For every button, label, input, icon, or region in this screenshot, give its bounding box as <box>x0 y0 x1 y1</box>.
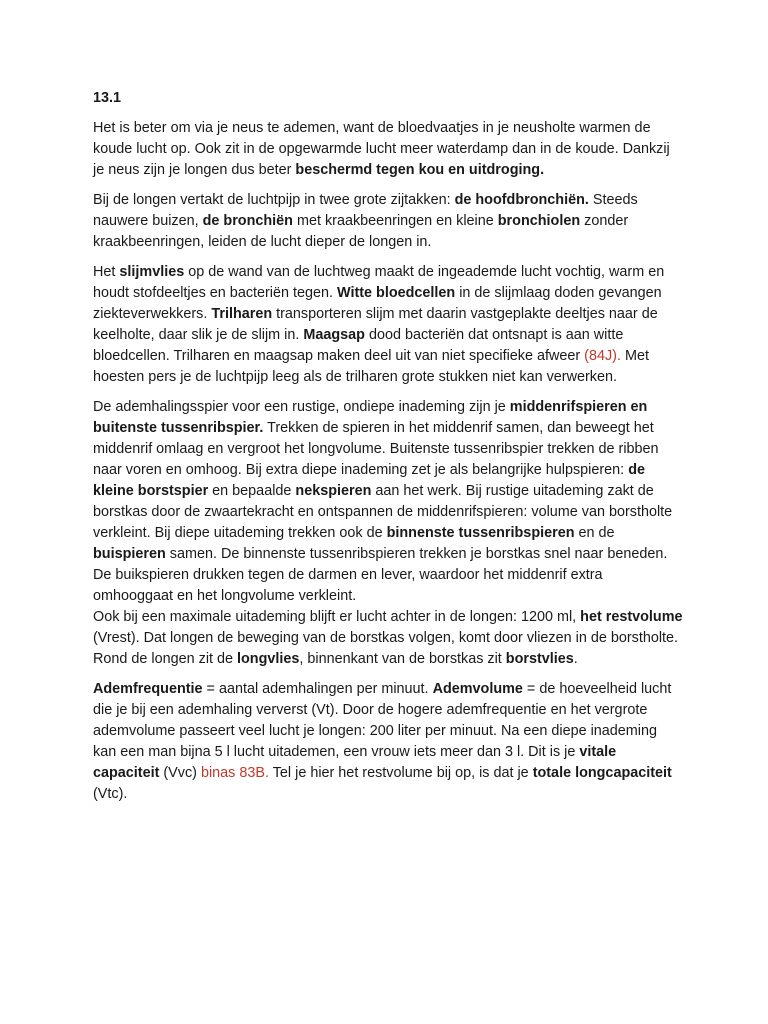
bold-term: slijmvlies <box>119 264 185 280</box>
paragraph-nose-breathing <box>93 118 683 181</box>
bold-term: Ademfrequentie <box>93 681 203 697</box>
paragraph-respiratory-rate <box>93 679 683 805</box>
document-page <box>93 88 683 814</box>
text-run: Met hoesten pers je de luchtpijp leeg als de trilharen grote stukken niet kan verwerken. <box>93 348 649 385</box>
bold-term: totale longcapaciteit <box>532 765 672 781</box>
bold-term: vitale capaciteit <box>93 744 617 781</box>
text-run: aan het werk. Bij rustige uitademing zakt de borstkas door de zwaartekracht en ontspannen de middenrifspieren: volume van borstholte verkleint. Bij diepe uitademing trekken ook de <box>93 483 673 541</box>
text-run: (Vvc) <box>159 765 201 781</box>
bold-term: de bronchiën <box>202 213 293 229</box>
text-run: met kraakbeenringen en kleine <box>292 213 498 229</box>
paragraph-breathing-muscles <box>93 397 683 607</box>
reference-text: binas 83B. <box>200 765 269 781</box>
bold-term: de kleine borstspier <box>93 462 645 499</box>
text-run: Tel je hier het restvolume bij op, is dat je <box>268 765 533 781</box>
bold-term: longvlies <box>237 651 300 667</box>
text-run: Trekken de spieren in het middenrif samen, dan beweegt het middenrif omlaag en vergroot het longvolume. Buitenste tussenribspier trekken de ribben naar voren en omhoog. Bij extra diepe inademing zet je als belangrijke hulpspieren: <box>93 420 659 478</box>
text-run: in de slijmlaag doden gevangen ziekteverwekkers. <box>93 285 662 322</box>
bold-term: nekspieren <box>295 483 372 499</box>
bold-term: Trilharen <box>211 306 273 322</box>
bold-term: bronchiolen <box>497 213 581 229</box>
reference-text: (84J). <box>584 348 621 364</box>
bold-term: het restvolume <box>580 609 683 625</box>
bold-term: borstvlies <box>505 651 574 667</box>
text-run: (Vtc). <box>93 786 128 802</box>
paragraph-residual-volume <box>93 607 683 670</box>
text-run: transporteren slijm met daarin vastgeplakte deeltjes naar de keelholte, daar slik je de slijm in. <box>93 306 658 343</box>
bold-term: Witte bloedcellen <box>337 285 456 301</box>
text-run: Het is beter om via je neus te ademen, want de bloedvaatjes in je neusholte warmen de koude lucht op. Ook zit in de opgewarmde lucht meer waterdamp dan in de koude. Dankzij je neus zijn je longen dus beter <box>93 120 670 178</box>
text-run: dood bacteriën dat ontsnapt is aan witte bloedcellen. Trilharen en maagsap maken deel uit van niet specifieke afweer <box>93 327 624 364</box>
text-run: . <box>573 651 578 667</box>
section-heading: 13.1 <box>93 90 122 106</box>
text-run: De ademhalingsspier voor een rustige, ondiepe inademing zijn je <box>93 399 510 415</box>
text-run: Ook bij een maximale uitademing blijft er lucht achter in de longen: 1200 ml, <box>93 609 581 625</box>
text-run: , binnenkant van de borstkas zit <box>299 651 506 667</box>
text-run: en bepaalde <box>208 483 296 499</box>
bold-term: middenrifspieren en buitenste tussenribspier. <box>93 399 648 436</box>
paragraph-bronchi <box>93 190 683 253</box>
paragraph-mucosa <box>93 262 683 388</box>
text-run: op de wand van de luchtweg maakt de ingeademde lucht vochtig, warm en houdt stofdeeltjes en bacteriën tegen. <box>93 264 665 301</box>
text-run: (Vrest). Dat longen de beweging van de borstkas volgen, komt door vliezen in de borstholte. Rond de longen zit de <box>93 630 679 667</box>
bold-term: de hoofdbronchiën. <box>454 192 589 208</box>
text-run: = de hoeveelheid lucht die je bij een ademhaling ververst (Vt). Door de hogere ademfrequentie en het vergrote ademvolume passeert veel lucht je longen: 200 liter per minuut. Na een diepe inademing kan een man bijna 5 l lucht uitademen, een vrouw iets meer dan 3 l. Dit is je <box>93 681 672 760</box>
text-run: Het <box>93 264 120 280</box>
bold-term: Maagsap <box>303 327 365 343</box>
text-run: en de <box>574 525 615 541</box>
bold-term: buispieren <box>93 546 166 562</box>
text-run: Bij de longen vertakt de luchtpijp in twee grote zijtakken: <box>93 192 455 208</box>
bold-term: binnenste tussenribspieren <box>386 525 575 541</box>
text-run: zonder kraakbeenringen, leiden de lucht dieper de longen in. <box>93 213 629 250</box>
text-run: samen. De binnenste tussenribspieren trekken je borstkas snel naar beneden. De buikspieren drukken tegen de darmen en lever, waardoor het middenrif extra omhooggaat en het longvolume verkleint. <box>93 546 668 604</box>
bold-term: Ademvolume <box>432 681 523 697</box>
text-run: Steeds nauwere buizen, <box>93 192 638 229</box>
text-run: = aantal ademhalingen per minuut. <box>202 681 433 697</box>
bold-term: beschermd tegen kou en uitdroging. <box>295 162 545 178</box>
